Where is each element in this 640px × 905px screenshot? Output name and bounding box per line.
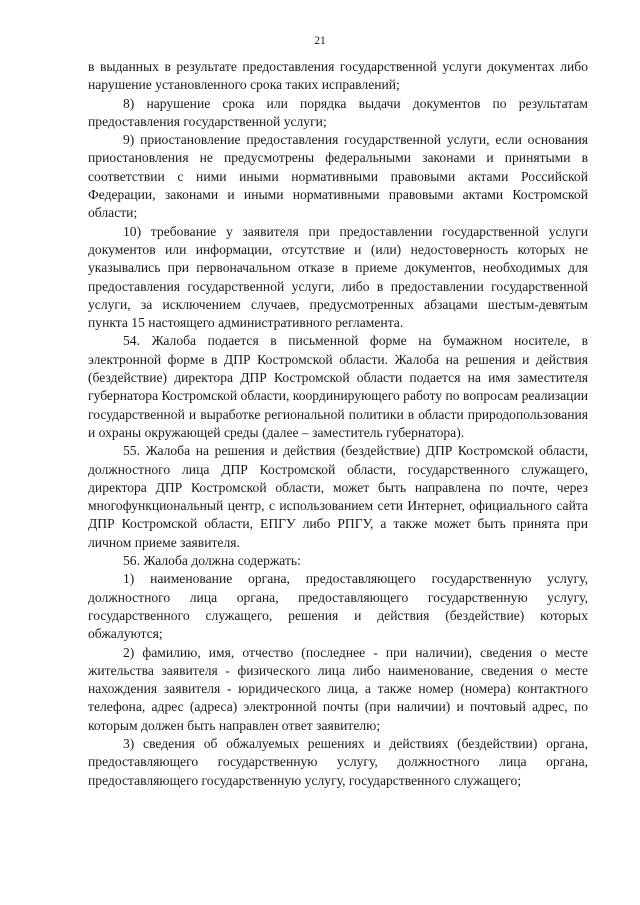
paragraph-subitem-2: 2) фамилию, имя, отчество (последнее - при наличии), сведения о месте жительства заявителя - физического лица либо наименование, сведения о месте нахождения заявителя - юридического лица, а также номер (номера) контактного телефона, адрес (адреса) электронной почты (при наличии) и почтовый адрес, по которым должен быть направлен ответ заявителю; — [88, 644, 588, 733]
paragraph-clause-54: 54. Жалоба подается в письменной форме на бумажном носителе, в электронной форме в ДПР Костромской области. Жалоба на решения и действия (бездействие) директора ДПР Костромской области подается на имя заместителя губернатора Костромской области, координирующего работу по вопросам реализации государственной и выработке региональной политики в области природопользования и охраны окружающей среды (далее – заместитель губернатора). — [88, 333, 588, 440]
paragraph-subitem-1: 1) наименование органа, предоставляющего государственную услугу, должностного лица органа, предоставляющего государственную услугу, государственного служащего, решения и действия (бездействие) которых обжалуются; — [88, 571, 588, 642]
document-body — [88, 58, 588, 790]
paragraph-clause-55: 55. Жалоба на решения и действия (бездействие) ДПР Костромской области, должностного лица ДПР Костромской области, государственного служащего, директора ДПР Костромской области, может быть направлена по почте, через многофункциональный центр, с использованием сети Интернет, официального сайта ДПР Костромской области, ЕПГУ либо РПГУ, а также может быть принята при личном приеме заявителя. — [88, 443, 588, 550]
paragraph-item-10: 10) требование у заявителя при предоставлении государственной услуги документов или информации, отсутствие и (или) недостоверность которых не указывались при первоначальном отказе в приеме документов, необходимых для предоставления государственной услуги, либо в предоставлении государственной услуги, за исключением случаев, предусмотренных абзацами шестым-девятым пункта 15 настоящего административного регламента. — [88, 223, 588, 331]
paragraph-item-8: 8) нарушение срока или порядка выдачи документов по результатам предоставления государственной услуги; — [88, 95, 588, 129]
paragraph-continuation: в выданных в результате предоставления государственной услуги документах либо нарушение установленного срока таких исправлений; — [88, 59, 588, 93]
paragraph-subitem-3: 3) сведения об обжалуемых решениях и действиях (бездействии) органа, предоставляющего государственную услугу, должностного лица органа, предоставляющего государственную услугу, государственного служащего; — [88, 735, 588, 788]
paragraph-item-9: 9) приостановление предоставления государственной услуги, если основания приостановления не предусмотрены федеральными законами и принятыми в соответствии с ними иными нормативными правовыми актами Российской Федерации, законами и иными нормативными правовыми актами Костромской области; — [88, 132, 588, 221]
page-number: 21 — [314, 35, 326, 47]
paragraph-clause-56: 56. Жалоба должна содержать: — [123, 553, 301, 569]
